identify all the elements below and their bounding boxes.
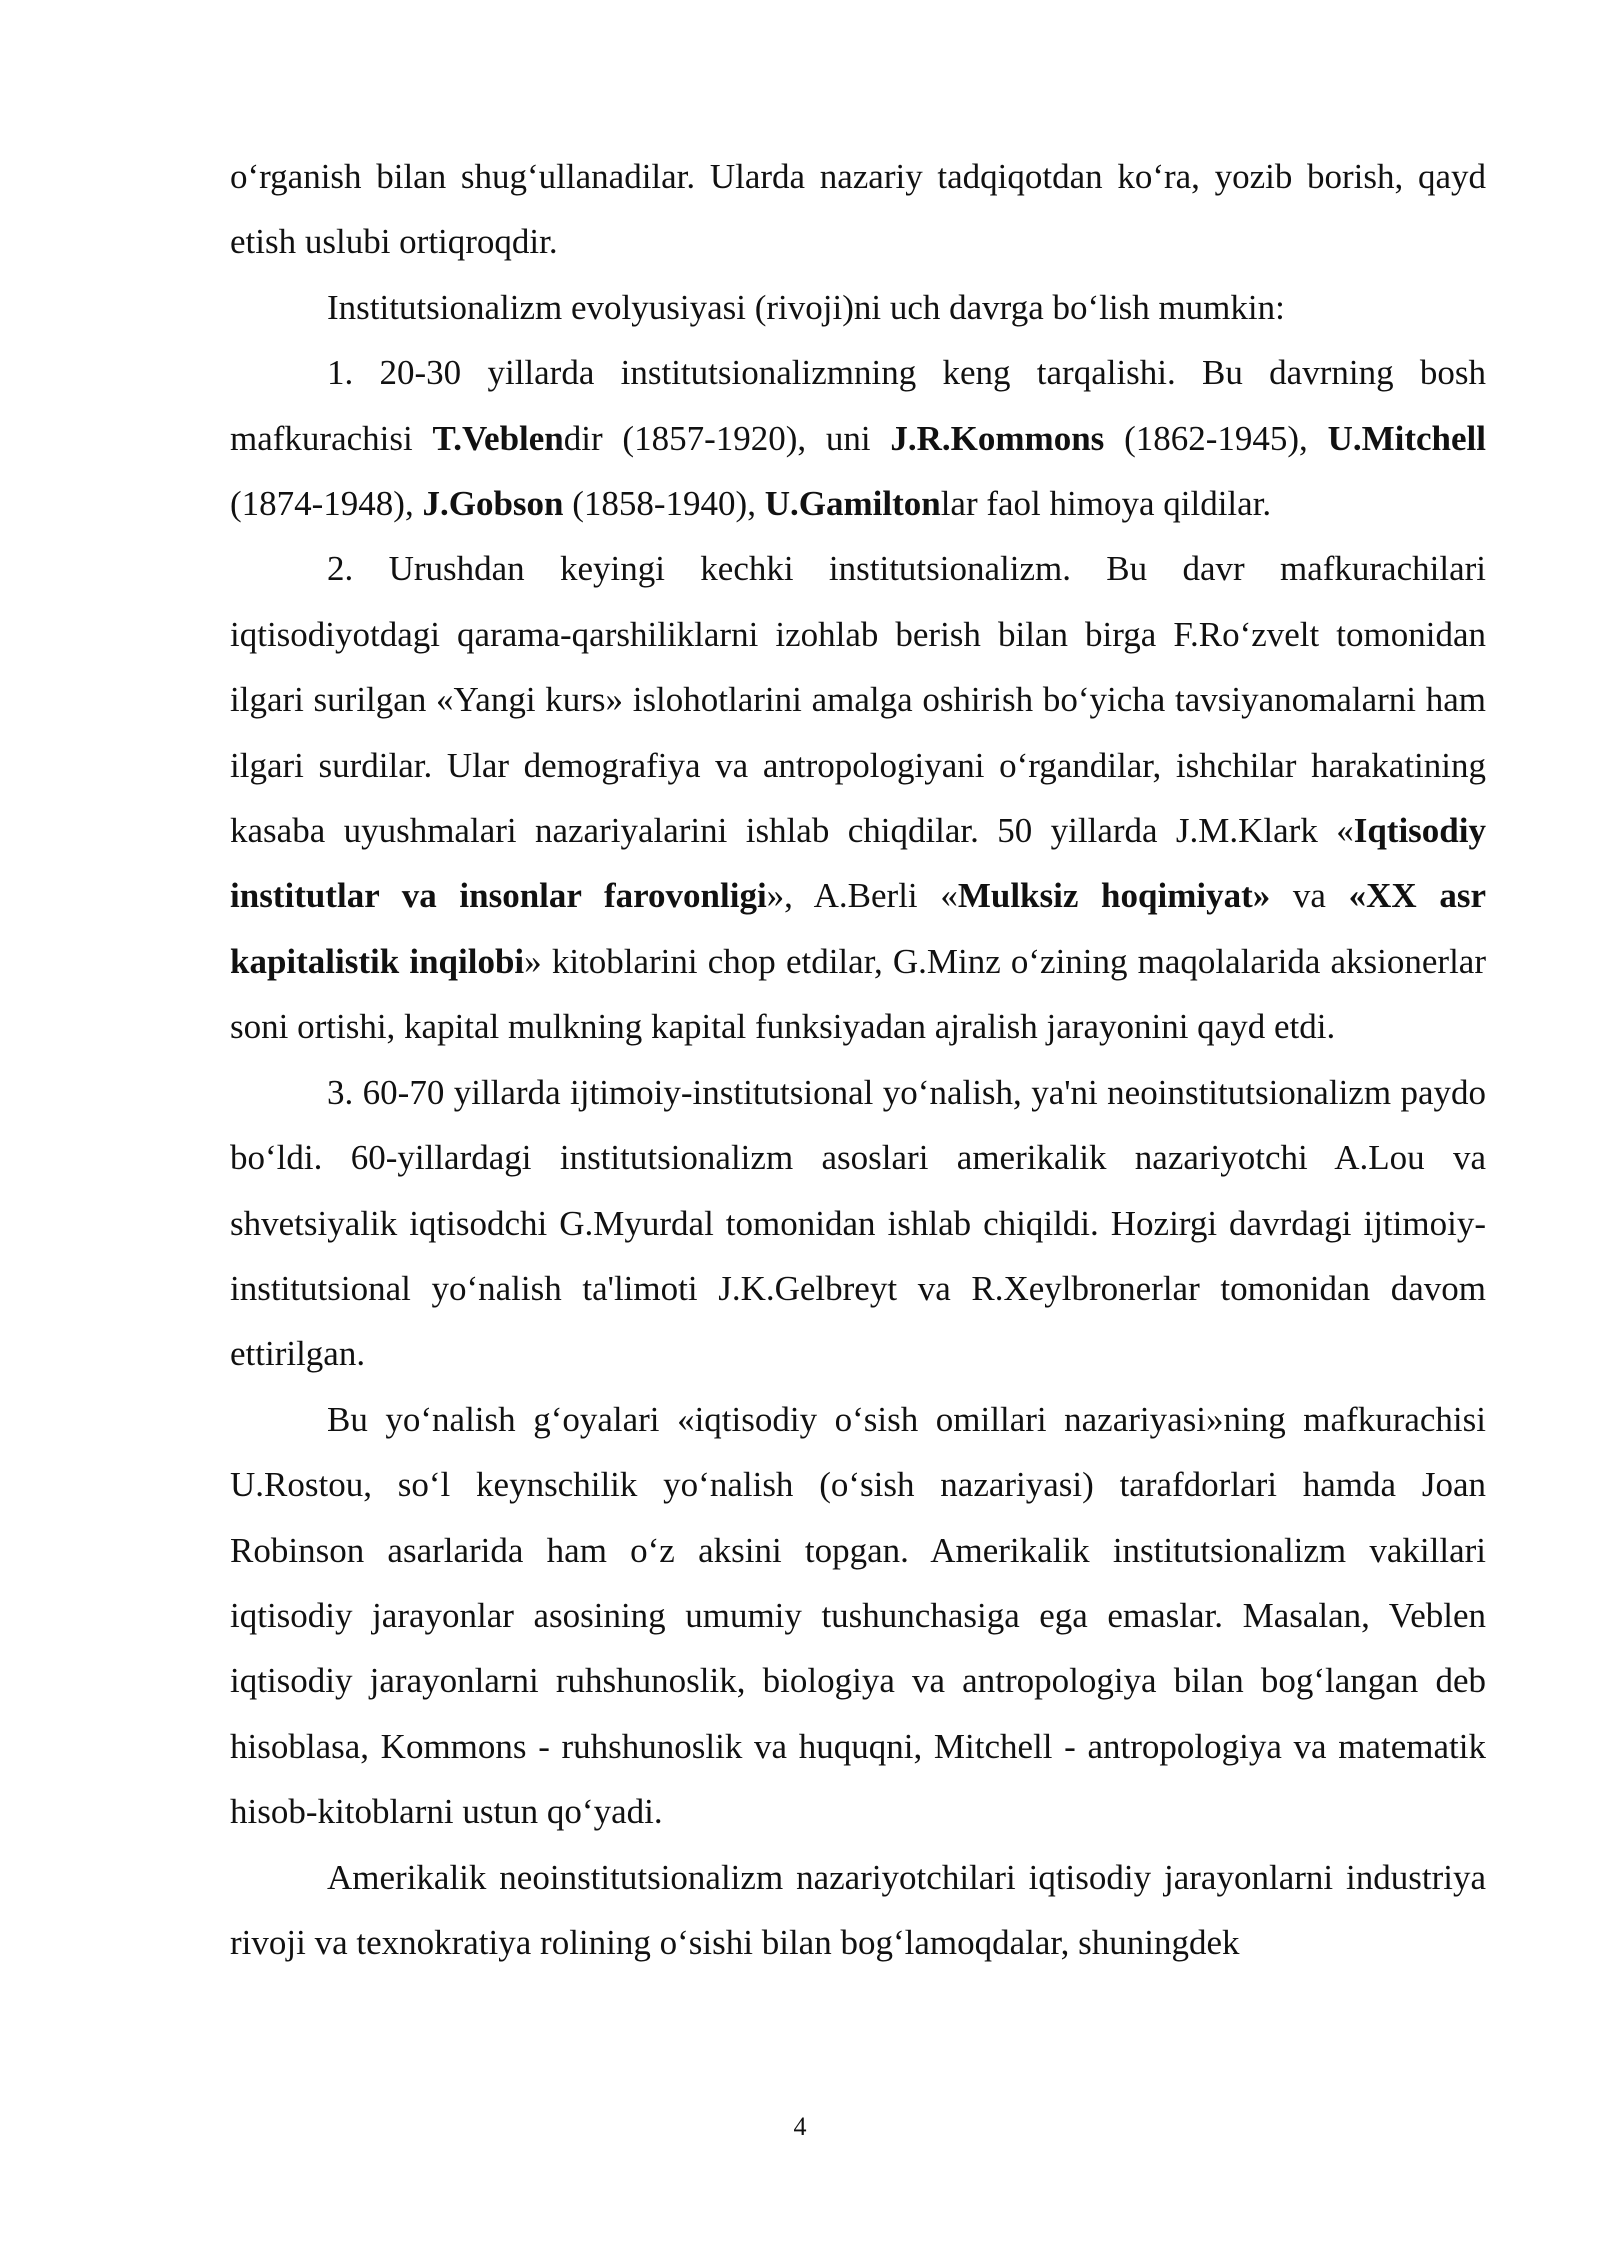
paragraph-text: 3. 60-70 yillarda ijtimoiy-institutsional yo‘nalish, ya'ni neoinstitutsionalizm paydo bo‘ldi. 60-yillardagi institutsionalizm asoslari amerikalik nazariyotchi A.Lou va shvetsiyalik iqtisodchi G.Myurdal tomonidan ishlab chiqildi. Hozirgi davrdagi ijtimoiy-institutsional yo‘nalish ta'limoti J.K.Gelbreyt va R.Xeylbronerlar tomonidan davom ettirilgan. bbox=[230, 1072, 1486, 1374]
bold-name: J.Gobson bbox=[422, 484, 564, 524]
paragraph-text: (1862-1945), bbox=[1104, 418, 1328, 458]
bold-book-title: Iqtisodiy institutlar va insonlar farovonligi bbox=[230, 811, 1486, 916]
bold-name: U.Mitchell bbox=[1327, 418, 1486, 458]
paragraph-3 bbox=[230, 340, 1486, 536]
paragraph-text: » kitoblarini chop etdilar, G.Minz o‘zining maqolalarida aksionerlar soni ortishi, kapital mulkning kapital funksiyadan ajralish jarayonini qayd etdi. bbox=[230, 941, 1486, 1047]
bold-book-title: Mulksiz hoqimiyat» bbox=[957, 876, 1271, 916]
bold-name: T.Veblen bbox=[432, 418, 564, 458]
paragraph-text: o‘rganish bilan shug‘ullanadilar. Ularda nazariy tadqiqotdan ko‘ra, yozib borish, qayd etish uslubi ortiqroqdir. bbox=[230, 157, 1486, 262]
paragraph-text: (1874-1948), bbox=[230, 484, 423, 524]
paragraph-2 bbox=[230, 275, 1486, 340]
paragraph-text: Bu yo‘nalish g‘oyalari «iqtisodiy o‘sish omillari nazariyasi»ning mafkurachisi U.Rostou, so‘l keynschilik yo‘nalish (o‘sish nazariyasi) tarafdorlari hamda Joan Robinson asarlarida ham o‘z aksini topgan. Amerikalik institutsionalizm vakillari iqtisodiy jarayonlar asosining umumiy tushunchasiga ega emaslar. Masalan, Veblen iqtisodiy jarayonlarni ruhshunoslik, biologiya va antropologiya bilan bog‘langan deb hisoblasa, Kommons - ruhshunoslik va huquqni, Mitchell - antropologiya va matematik hisob-kitoblarni ustun qo‘yadi. bbox=[230, 1399, 1486, 1832]
bold-book-title: «XX asr kapitalistik inqilobi bbox=[230, 876, 1486, 981]
paragraph-text: Institutsionalizm evolyusiyasi (rivoji)ni uch davrga bo‘lish mumkin: bbox=[327, 287, 1285, 327]
paragraph-text: Amerikalik neoinstitutsionalizm nazariyotchilari iqtisodiy jarayonlarni industriya rivoji va texnokratiya rolining o‘sishi bilan bog‘lamoqdalar, shuningdek bbox=[230, 1857, 1486, 1962]
paragraph-1 bbox=[230, 144, 1486, 275]
page-number: 4 bbox=[793, 2112, 807, 2141]
bold-name: U.Gamilton bbox=[764, 484, 941, 524]
paragraph-text: lar faol himoya qildilar. bbox=[940, 484, 1272, 524]
paragraph-6 bbox=[230, 1387, 1486, 1845]
paragraph-5 bbox=[230, 1060, 1486, 1387]
page-body bbox=[230, 144, 1486, 1975]
paragraph-4 bbox=[230, 536, 1486, 1059]
paragraph-text: va bbox=[1270, 876, 1349, 916]
paragraph-text: », A.Berli « bbox=[766, 876, 958, 916]
paragraph-text: 2. Urushdan keyingi kechki institutsionalizm. Bu davr mafkurachilari iqtisodiyotdagi qarama-qarshiliklarni izohlab berish bilan birga F.Ro‘zvelt tomonidan ilgari surilgan «Yangi kurs» islohotlarini amalga oshirish bo‘yicha tavsiyanomalarni ham ilgari surdilar. Ular demografiya va antropologiyani o‘rgandilar, ishchilar harakatining kasaba uyushmalari nazariyalarini ishlab chiqdilar. 50 yillarda J.M.Klark « bbox=[230, 549, 1486, 851]
bold-name: J.R.Kommons bbox=[890, 418, 1105, 458]
paragraph-text: dir (1857-1920), uni bbox=[563, 418, 891, 458]
paragraph-7 bbox=[230, 1845, 1486, 1976]
paragraph-text: (1858-1940), bbox=[563, 484, 765, 524]
paragraph-text: 1. 20-30 yillarda institutsionalizmning keng tarqalishi. Bu davrning bosh mafkurachisi bbox=[230, 353, 1486, 458]
